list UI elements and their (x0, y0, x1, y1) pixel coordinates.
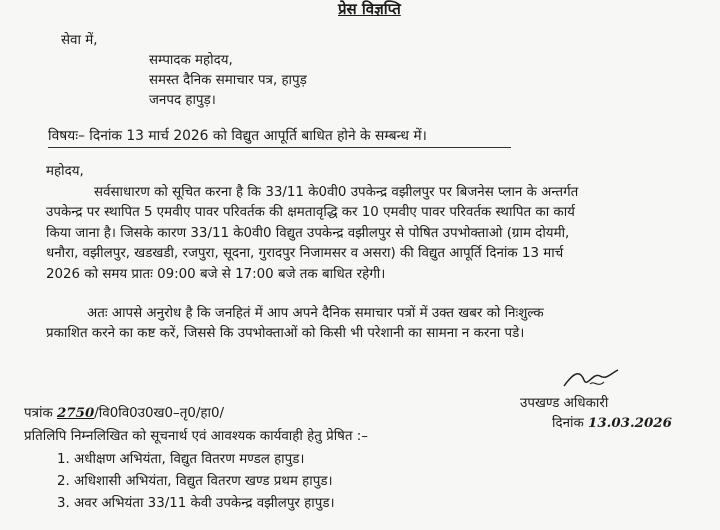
body-paragraph-2 (46, 304, 710, 345)
addressee-line-2: समस्त दैनिक समाचार पत्र, हापुड़ (149, 73, 307, 88)
copy-list-item: 3. अवर अभियंता 33/11 केवी उपकेन्द्र वझीलपुर हापुड। (57, 496, 335, 511)
signature-scribble (560, 366, 622, 394)
reference-suffix: /वि0वि0उ0ख0–तृ0/हा0/ (94, 406, 224, 421)
reference-number (24, 405, 224, 422)
date-value: 13.03.2026 (588, 415, 672, 431)
copy-list-item: 1. अधीक्षण अभियंता, विद्युत वितरण मण्डल हापुड। (57, 452, 305, 467)
signatory-designation: उपखण्ड अधिकारी (520, 396, 609, 411)
addressee-line-3: जनपद हापुड़। (149, 93, 216, 108)
body-paragraph-1 (46, 183, 710, 285)
body-line: धनौरा, वझीलपुर, खडखडी, रजपुरा, सूदना, गुरादपुर निजामसर व असरा) की विद्युत आपूर्ति दिनांक 13 मार्च (46, 246, 564, 262)
body-line: 2026 को समय प्रातः 09:00 बजे से 17:00 बजे तक बाधित रहेगी। (46, 266, 386, 282)
subject-underline (48, 147, 511, 148)
body-line: उपकेन्द्र पर स्थापित 5 एमवीए पावर परिवर्तक की क्षमतावृद्धि कर 10 एमवीए पावर परिवर्तक स्थापित का कार्य (46, 205, 575, 221)
body-line: अतः आपसे अनुरोध है कि जनहितं में आप अपने दैनिक समाचार पत्रों में उक्त खबर को निःशुल्क (87, 306, 544, 321)
reference-handwritten-number: 2750 (57, 405, 95, 421)
body-line: किया जाना है। जिसके कारण 33/11 के0वी0 विद्युत उपकेन्द्र वझीलपुर से पोषित उपभोक्ताओ (ग्राम दोयमी, (46, 225, 570, 241)
copy-intro: प्रतिलिपि निम्नलिखित को सूचनार्थ एवं आवश्यक कार्यवाही हेतु प्रेषित :– (24, 429, 368, 444)
addressee-line-1: सम्पादक महोदय, (149, 53, 233, 68)
subject-line: विषयः– दिनांक 13 मार्च 2026 को विद्युत आपूर्ति बाधित होने के सम्बन्ध में। (48, 128, 427, 144)
page-title: प्रेस विज्ञप्ति (338, 0, 401, 18)
body-line: सर्वसाधारण को सूचित करना है कि 33/11 के0वी0 उपकेन्द्र वझीलपुर पर बिजनेस प्लान के अन्तर्गत (94, 185, 579, 200)
copy-list-item: 2. अधिशासी अभियंता, विद्युत वितरण खण्ड प्रथम हापुड। (57, 474, 333, 489)
body-line: प्रकाशित करने का कष्ट करें, जिससे कि उपभोक्ताओं को किसी भी परेशानी का सामना न करना पडे। (46, 326, 525, 342)
reference-label: पत्रांक (24, 406, 53, 421)
date-label: दिनांक (552, 416, 584, 431)
signature-date (552, 415, 672, 432)
to-line: सेवा में, (61, 33, 98, 48)
greeting: महोदय, (46, 164, 84, 179)
